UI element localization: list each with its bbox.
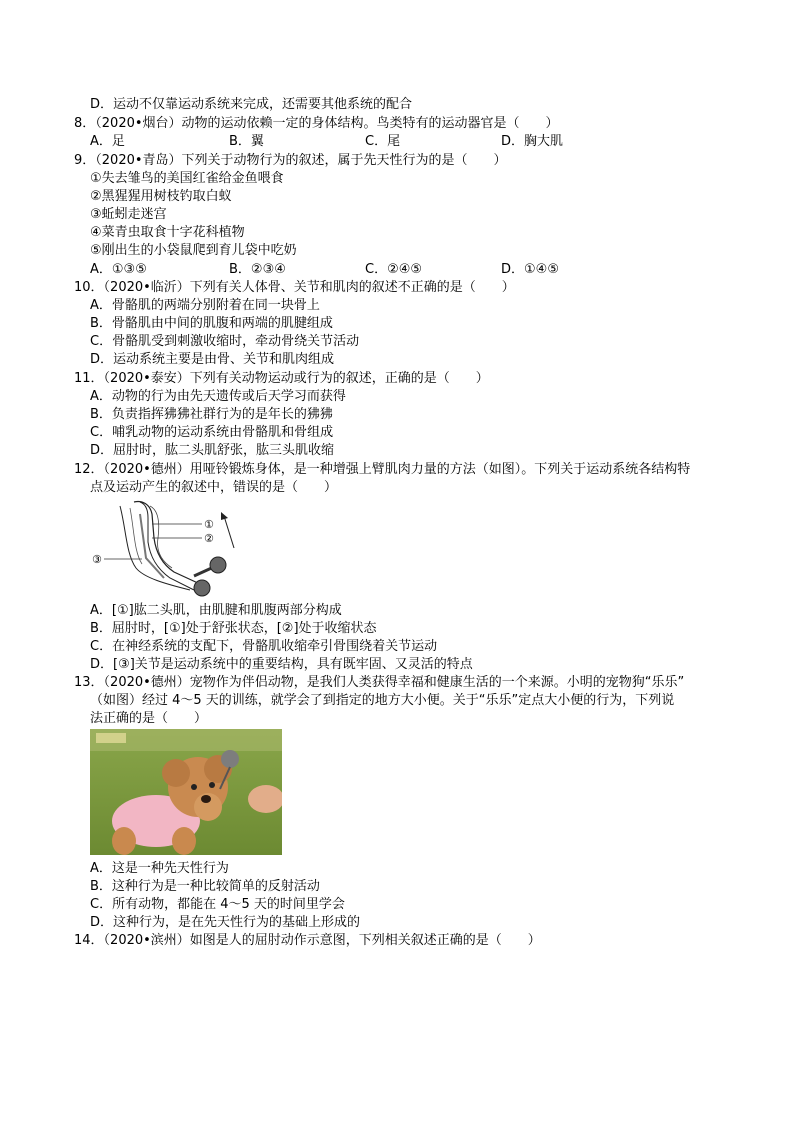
q12-option-d: D．[③]关节是运动系统中的重要结构，具有既牢固、又灵活的特点	[90, 657, 473, 672]
q13-option-a: A．这是一种先天性行为	[90, 861, 229, 876]
q10-option-d: D．运动系统主要是由骨、关节和肌肉组成	[90, 352, 335, 367]
figure-label-3: ③	[92, 553, 102, 566]
q8-option-c: C．尾	[365, 134, 401, 149]
q12-stem-line2: 点及运动产生的叙述中，错误的是（ ）	[90, 480, 338, 495]
q12-option-a: A．[①]肱二头肌，由肌腱和肌腹两部分构成	[90, 603, 342, 618]
q13-stem-line1: 13．（2020•德州）宠物作为伴侣动物，是我们人类获得幸福和健康生活的一个来源。小明的宠物狗“乐乐”	[74, 675, 685, 690]
q9-option-b: B．②③④	[229, 262, 286, 277]
q11-option-d: D．屈肘时，肱二头肌舒张，肱三头肌收缩	[90, 443, 335, 458]
q12-stem-line1: 12．（2020•德州）用哑铃锻炼身体，是一种增强上臂肌肉力量的方法（如图）。下列关于运动系统各结构特	[74, 462, 691, 477]
q8-option-a: A．足	[90, 134, 125, 149]
q13-stem-line3: 法正确的是（ ）	[90, 711, 208, 726]
q13-stem-line2: （如图）经过 4～5 天的训练，就学会了到指定的地方大小便。关于“乐乐”定点大小便的行为，下列说	[90, 693, 675, 708]
q10-stem: 10．（2020•临沂）下列有关人体骨、关节和肌肉的叙述不正确的是（ ）	[74, 280, 515, 295]
figure-label-2: ②	[204, 532, 214, 545]
q10-option-c: C．骨骼肌受到刺激收缩时，牵动骨绕关节活动	[90, 334, 360, 349]
q7-option-d: D．运动不仅靠运动系统来完成，还需要其他系统的配合	[90, 97, 413, 112]
q12-option-c: C．在神经系统的支配下，骨骼肌收缩牵引骨围绕着关节运动	[90, 639, 438, 654]
q9-option-c: C．②④⑤	[365, 262, 423, 277]
q11-option-a: A．动物的行为由先天遗传或后天学习而获得	[90, 389, 346, 404]
q10-option-b: B．骨骼肌由中间的肌腹和两端的肌腱组成	[90, 316, 333, 331]
q14-stem: 14．（2020•滨州）如图是人的屈肘动作示意图，下列相关叙述正确的是（ ）	[74, 933, 541, 948]
q8-stem: 8．（2020•烟台）动物的运动依赖一定的身体结构。鸟类特有的运动器官是（ ）	[74, 116, 559, 131]
q9-option-d: D．①④⑤	[501, 262, 559, 277]
q9-option-a: A．①③⑤	[90, 262, 147, 277]
q12-option-b: B．屈肘时，[①]处于舒张状态，[②]处于收缩状态	[90, 621, 377, 636]
q9-item: ②黑猩猩用树枝钓取白蚁	[90, 189, 232, 204]
q13-option-b: B．这种行为是一种比较简单的反射活动	[90, 879, 320, 894]
q9-item: ③蚯蚓走迷宫	[90, 207, 167, 222]
q8-option-d: D．胸大肌	[501, 134, 564, 149]
pet-dog-photo	[90, 729, 282, 855]
q11-stem: 11．（2020•泰安）下列有关动物运动或行为的叙述，正确的是（ ）	[74, 371, 489, 386]
q9-item: ④菜青虫取食十字花科植物	[90, 225, 245, 240]
q8-option-b: B．翼	[229, 134, 264, 149]
q10-option-a: A．骨骼肌的两端分别附着在同一块骨上	[90, 298, 320, 313]
q13-option-c: C．所有动物，都能在 4～5 天的时间里学会	[90, 897, 345, 912]
q9-stem: 9．（2020•青岛）下列关于动物行为的叙述，属于先天性行为的是（ ）	[74, 153, 507, 168]
dumbbell-arm-figure	[90, 498, 250, 598]
figure-label-1: ①	[204, 518, 214, 531]
q11-option-b: B．负责指挥狒狒社群行为的是年长的狒狒	[90, 407, 333, 422]
q9-item: ①失去雏鸟的美国红雀给金鱼喂食	[90, 171, 284, 186]
q11-option-c: C．哺乳动物的运动系统由骨骼肌和骨组成	[90, 425, 334, 440]
q13-option-d: D．这种行为，是在先天性行为的基础上形成的	[90, 915, 361, 930]
q9-item: ⑤刚出生的小袋鼠爬到育儿袋中吃奶	[90, 243, 297, 258]
